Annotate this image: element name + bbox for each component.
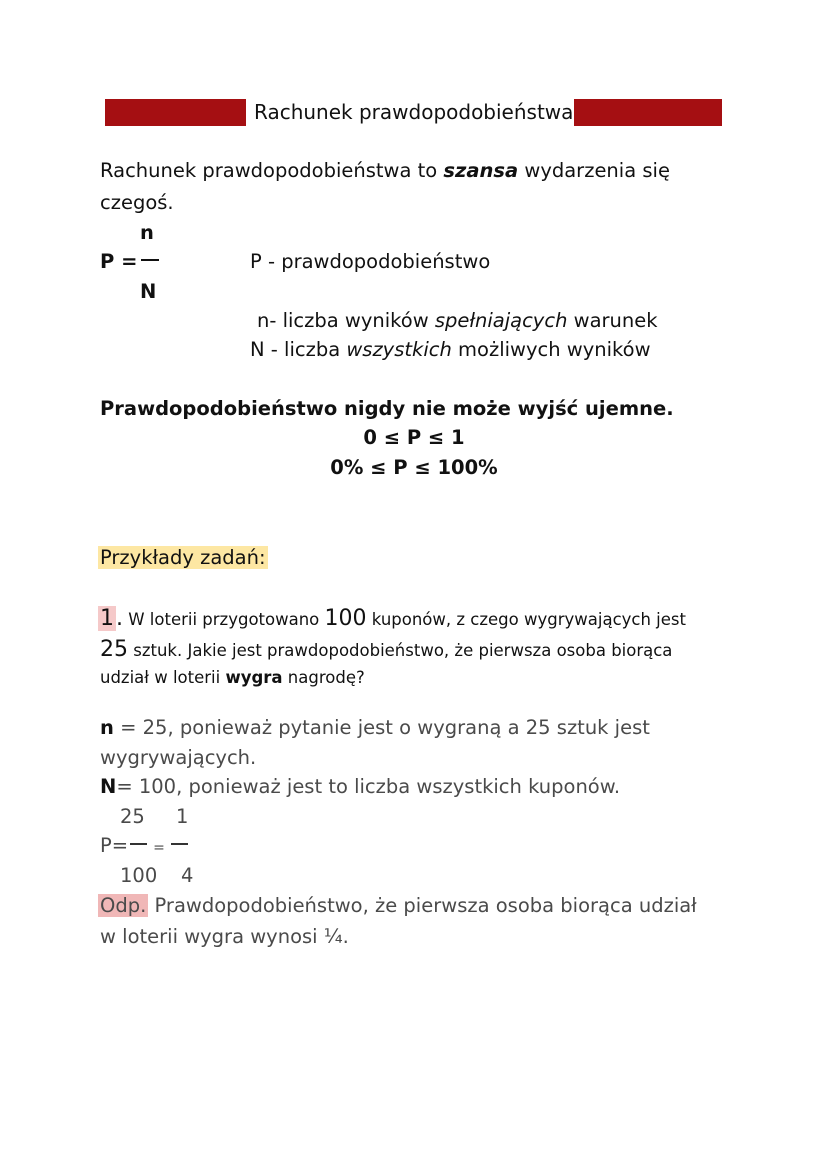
task-number-dot: . [116,606,123,631]
solution-n-line-2: wygrywających. [100,746,257,769]
page-title: Rachunek prawdopodobieństwa [254,100,574,124]
rule-statement: Prawdopodobieństwo nigdy nie może wyjść ujemne. [100,397,674,420]
legend-n-suffix: warunek [567,309,658,332]
task1-text-4b: wygra [225,668,283,687]
fraction1-denominator: 100 [120,864,158,887]
solution-n-text: = 25, ponieważ pytanie jest o wygraną a 25 sztuk jest [113,716,650,739]
fraction1-numerator: 25 [120,805,145,828]
fraction2-line [171,843,188,845]
legend-n-em: spełniających [434,309,568,332]
answer-label: Odp. [100,894,147,917]
fraction1-line [130,843,147,845]
answer-text: Prawdopodobieństwo, że pierwsza osoba biorąca udział [148,894,697,917]
solution-n-line [100,716,650,739]
task1-text-3: sztuk. Jakie jest prawdopodobieństwo, że pierwsza osoba biorąca [128,641,673,660]
task1-text-2: kuponów, z czego wygrywających jest [366,610,686,629]
fraction2-denominator: 4 [181,864,194,887]
solution-n-label: n [100,716,114,739]
intro-paragraph [100,159,670,182]
legend-n [257,309,658,332]
solution-equation [100,834,188,857]
legend-N-suffix: możliwych wyników [451,338,651,361]
task1-text-1: W loterii przygotowano [123,610,325,629]
task1-text-4c: nagrodę? [282,668,365,687]
legend-n-prefix: n- liczba wyników [257,309,435,332]
intro-line-2: czegoś. [100,191,174,214]
answer-line-2: w loterii wygra wynosi ¼. [100,925,349,948]
legend-N-em: wszystkich [346,338,452,361]
header-bar-right [574,99,722,126]
solution-p-label: P= [100,834,129,857]
intro-text-2: wydarzenia się [518,159,670,182]
task1-line-2 [100,637,672,662]
task1-line-3 [100,668,365,687]
task1-text-4a: udział w loterii [100,668,226,687]
task1-line-1 [98,606,686,631]
formula-lhs-text: P = [100,250,138,273]
legend-N-prefix: N - liczba [250,338,347,361]
intro-text-1: Rachunek prawdopodobieństwa to [100,159,444,182]
task1-num-25: 25 [100,637,128,662]
rule-range-2: 0% ≤ P ≤ 100% [330,456,498,479]
header-bar-left [105,99,246,126]
formula-denominator: N [140,280,157,303]
formula-numerator: n [140,221,154,244]
fraction-line [141,259,159,261]
rule-range-1: 0 ≤ P ≤ 1 [363,426,465,449]
solution-eq: = [153,840,165,856]
legend-p: P - prawdopodobieństwo [250,250,491,273]
examples-heading-text: Przykłady zadań: [100,546,266,569]
answer-line [98,894,697,917]
examples-heading [98,546,268,569]
solution-N-text: = 100, ponieważ jest to liczba wszystkich kuponów. [116,775,621,798]
task-number: 1 [100,606,114,631]
solution-N-label: N [100,775,117,798]
solution-N-line [100,775,620,798]
task1-num-100: 100 [324,606,367,631]
intro-emphasis: szansa [443,159,519,182]
legend-N [250,338,651,361]
formula-lhs [100,250,159,273]
fraction2-numerator: 1 [176,805,189,828]
